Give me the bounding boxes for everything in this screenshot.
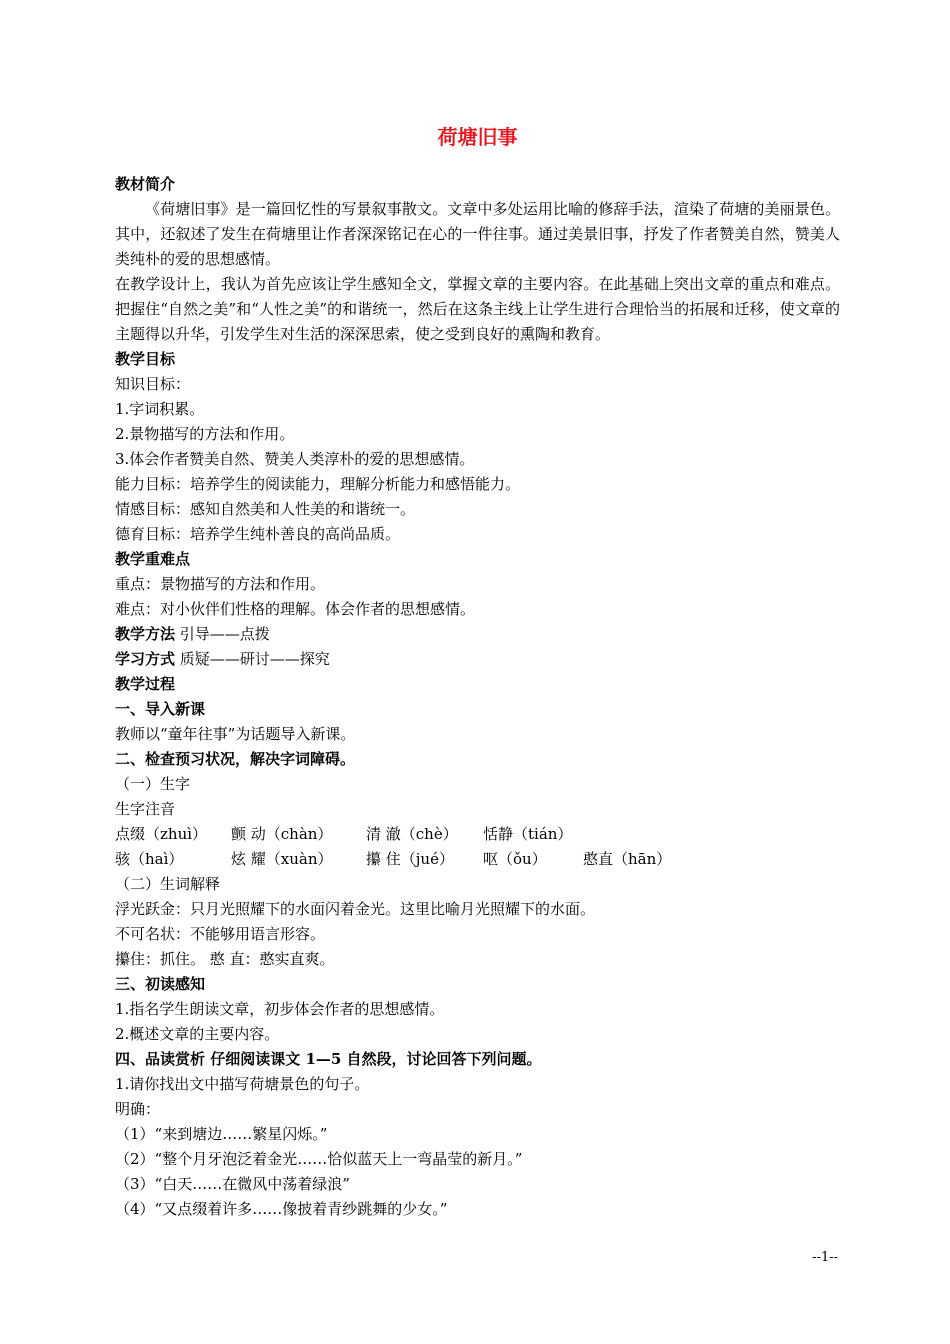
pinyin-item: 骇（haì） [115, 850, 184, 868]
vocab-line: 攥住：抓住。 憨 直：憨实直爽。 [115, 950, 335, 968]
document-page [115, 118, 840, 1222]
goals-line: 能力目标：培养学生的阅读能力，理解分析能力和感悟能力。 [115, 475, 521, 493]
section-3-line: 2.概述文章的主要内容。 [115, 1025, 280, 1043]
section-4-line: 明确： [115, 1100, 161, 1118]
goals-heading: 教学目标 [115, 350, 176, 368]
pinyin-item: 颤 动（chàn） [231, 825, 333, 843]
pinyin-item: 呕（ǒu） [483, 850, 547, 868]
section-4-line: （3）“白天……在微风中荡着绿浪” [115, 1175, 350, 1193]
study-label: 学习方式 [115, 650, 176, 668]
goals-line: 知识目标： [115, 375, 191, 393]
section-3-line: 1.指名学生朗读文章，初步体会作者的思想感情。 [115, 1000, 445, 1018]
section-4-line: 1.请你找出文中描写荷塘景色的句子。 [115, 1075, 370, 1093]
pinyin-row-2 [115, 847, 840, 872]
study-line [115, 647, 840, 672]
pinyin-row-1 [115, 822, 840, 847]
section-1-text: 教师以“童年往事”为话题导入新课。 [115, 725, 356, 743]
vocab-line: 浮光跃金：只月光照耀下的水面闪着金光。这里比喻月光照耀下的水面。 [115, 900, 596, 918]
document-title: 荷塘旧事 [437, 125, 518, 149]
goals-line: 2.景物描写的方法和作用。 [115, 425, 295, 443]
method-value: 引导——点拨 [175, 625, 270, 643]
section-4-line: （1）“来到塘边……繁星闪烁。” [115, 1125, 328, 1143]
page-number: --1-- [812, 1250, 838, 1265]
goals-line: 德育目标：培养学生纯朴善良的高尚品质。 [115, 525, 401, 543]
goals-line: 1.字词积累。 [115, 400, 205, 418]
section-2-label: 生字注音 [115, 800, 176, 818]
key-point-line: 难点：对小伙伴们性格的理解。体会作者的思想感情。 [115, 600, 476, 618]
pinyin-item: 憨直（hān） [583, 850, 672, 868]
intro-paragraph-1: 《荷塘旧事》是一篇回忆性的写景叙事散文。文章中多处运用比喻的修辞手法，渲染了荷塘的美丽景色。其中，还叙述了发生在荷塘里让作者深深铭记在心的一件往事。通过美景旧事，抒发了作者赞美自然，赞美人类纯朴的爱的思想感情。 [115, 200, 840, 268]
goals-line: 3.体会作者赞美自然、赞美人类淳朴的爱的思想感情。 [115, 450, 475, 468]
section-1-heading: 一、导入新课 [115, 700, 206, 718]
goals-line: 情感目标：感知自然美和人性美的和谐统一。 [115, 500, 416, 518]
section-3-heading: 三、初读感知 [115, 975, 206, 993]
method-line [115, 622, 840, 647]
key-points-heading: 教学重难点 [115, 550, 191, 568]
intro-heading: 教材简介 [115, 175, 176, 193]
section-4-heading: 四、品读赏析 仔细阅读课文 1—5 自然段，讨论回答下列问题。 [115, 1050, 542, 1068]
pinyin-item: 点缀（zhuì） [115, 825, 208, 843]
section-4-line: （2）“整个月牙泡泛着金光……恰似蓝天上一弯晶莹的新月。” [115, 1150, 523, 1168]
study-value: 质疑——研讨——探究 [175, 650, 330, 668]
section-2-heading: 二、检查预习状况，解决字词障碍。 [115, 750, 356, 768]
pinyin-item: 恬静（tián） [483, 825, 573, 843]
key-point-line: 重点：景物描写的方法和作用。 [115, 575, 326, 593]
pinyin-item: 炫 耀（xuàn） [231, 850, 333, 868]
section-4-line: （4）“又点缀着许多……像披着青纱跳舞的少女。” [115, 1200, 448, 1218]
pinyin-item: 攥 住（jué） [366, 850, 454, 868]
vocab-line: 不可名状：不能够用语言形容。 [115, 925, 326, 943]
section-2-subheading-1: （一）生字 [115, 775, 191, 793]
method-label: 教学方法 [115, 625, 176, 643]
pinyin-item: 清 澈（chè） [366, 825, 458, 843]
process-heading: 教学过程 [115, 675, 176, 693]
section-2-subheading-2: （二）生词解释 [115, 875, 221, 893]
intro-paragraph-2: 在教学设计上，我认为首先应该让学生感知全文，掌握文章的主要内容。在此基础上突出文章的重点和难点。把握住“自然之美”和“人性之美”的和谐统一，然后在这条主线上让学生进行合理恰当的拓展和迁移，使文章的主题得以升华，引发学生对生活的深深思索，使之受到良好的熏陶和教育。 [115, 275, 840, 343]
